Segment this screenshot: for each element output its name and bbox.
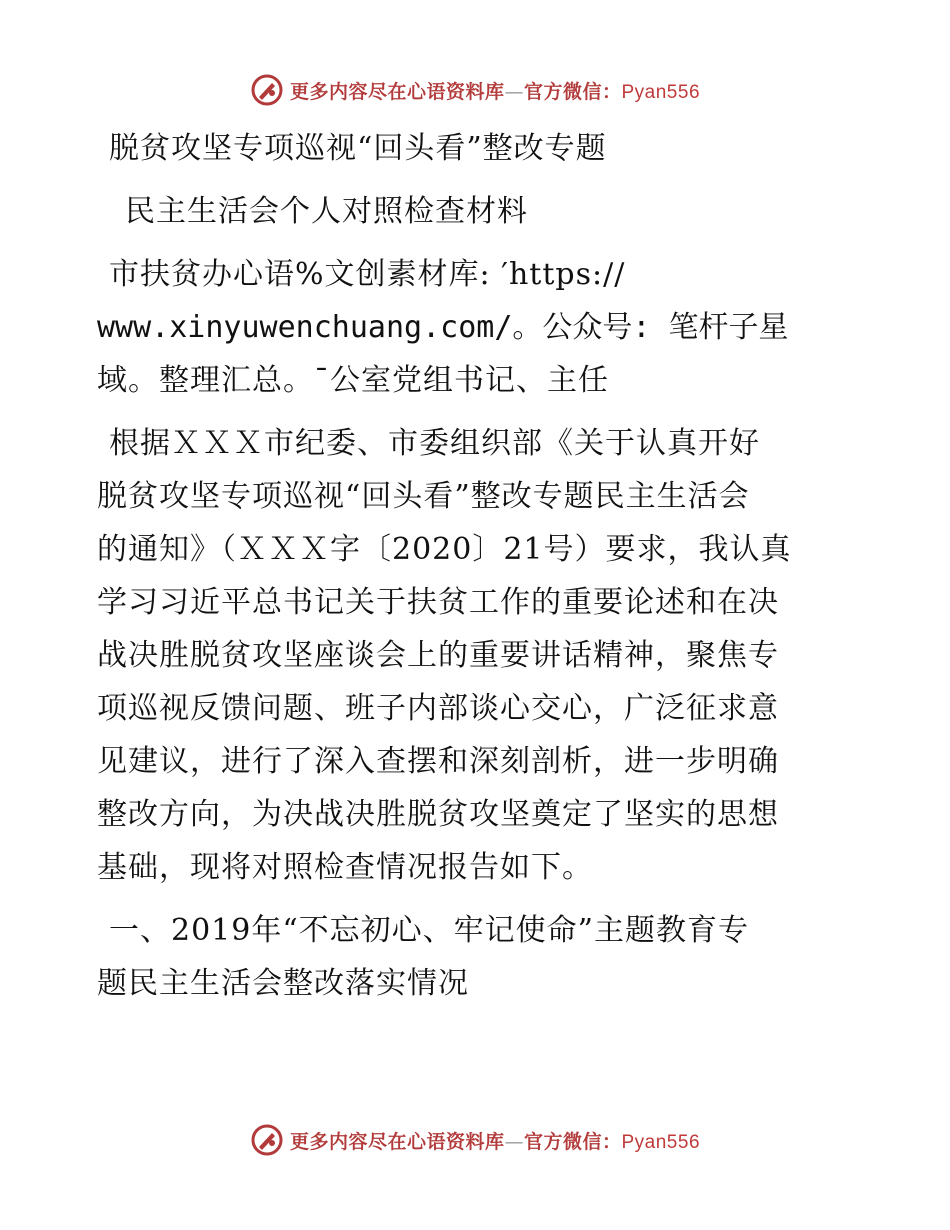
watermark-header [0,70,950,110]
watermark-text [290,77,700,104]
intro-line: 项巡视反馈问题、班子内部谈心交心，广泛征求意 [97,691,779,726]
watermark-text [290,1127,700,1154]
document-subtitle: 民主生活会个人对照检查材料 [125,194,528,229]
document-body [97,122,857,1020]
watermark-site-name: 更多内容尽在心语资料库 [289,80,505,103]
intro-line: 基础，现将对照检查情况报告如下。 [97,850,593,885]
watermark-inner [250,73,700,107]
xinyu-logo-icon [250,73,284,107]
intro-line: 见建议，进行了深入查摆和深刻剖析，进一步明确 [97,744,779,779]
section-heading-block [97,904,857,1010]
watermark-wechat-label: 官方微信： [523,80,622,103]
intro-line: 战决胜脱贫攻坚座谈会上的重要讲话精神，聚焦专 [97,638,779,673]
watermark-wechat-label: 官方微信： [523,1130,622,1153]
watermark-footer [0,1120,950,1160]
document-title: 脱贫攻坚专项巡视“回头看”整改专题 [109,131,607,166]
document-subtitle-block [97,185,857,238]
watermark-site-name: 更多内容尽在心语资料库 [289,1130,505,1153]
section-heading-line: 题民主生活会整改落实情况 [97,966,469,1001]
author-paragraph [97,248,857,407]
watermark-wechat-id: Pyan556 [621,81,701,103]
watermark-separator: — [504,1130,524,1153]
watermark-separator: — [504,80,524,103]
watermark-inner [250,1123,700,1157]
document-title-block [97,122,857,175]
watermark-wechat-id: Pyan556 [621,1131,701,1153]
intro-line: 根据ＸＸＸ市纪委、市委组织部《关于认真开好 [109,426,760,461]
intro-line: 整改方向，为决战决胜脱贫攻坚奠定了坚实的思想 [97,797,779,832]
author-line: 市扶贫办心语%文创素材库: ′https:// [109,257,626,292]
intro-paragraph [97,417,857,894]
section-heading-line: 一、2019年“不忘初心、牢记使命”主题教育专 [109,913,750,948]
xinyu-logo-icon [250,1123,284,1157]
intro-line: 脱贫攻坚专项巡视“回头看”整改专题民主生活会 [97,479,750,514]
author-line: 域。整理汇总。¯公室党组书记、主任 [97,363,609,398]
author-line: www.xinyuwenchuang.com/。公众号: 笔杆子星 [97,310,789,345]
intro-line: 学习习近平总书记关于扶贫工作的重要论述和在决 [97,585,779,620]
intro-line: 的通知》（ＸＸＸ字〔2020〕21号）要求，我认真 [97,532,792,567]
